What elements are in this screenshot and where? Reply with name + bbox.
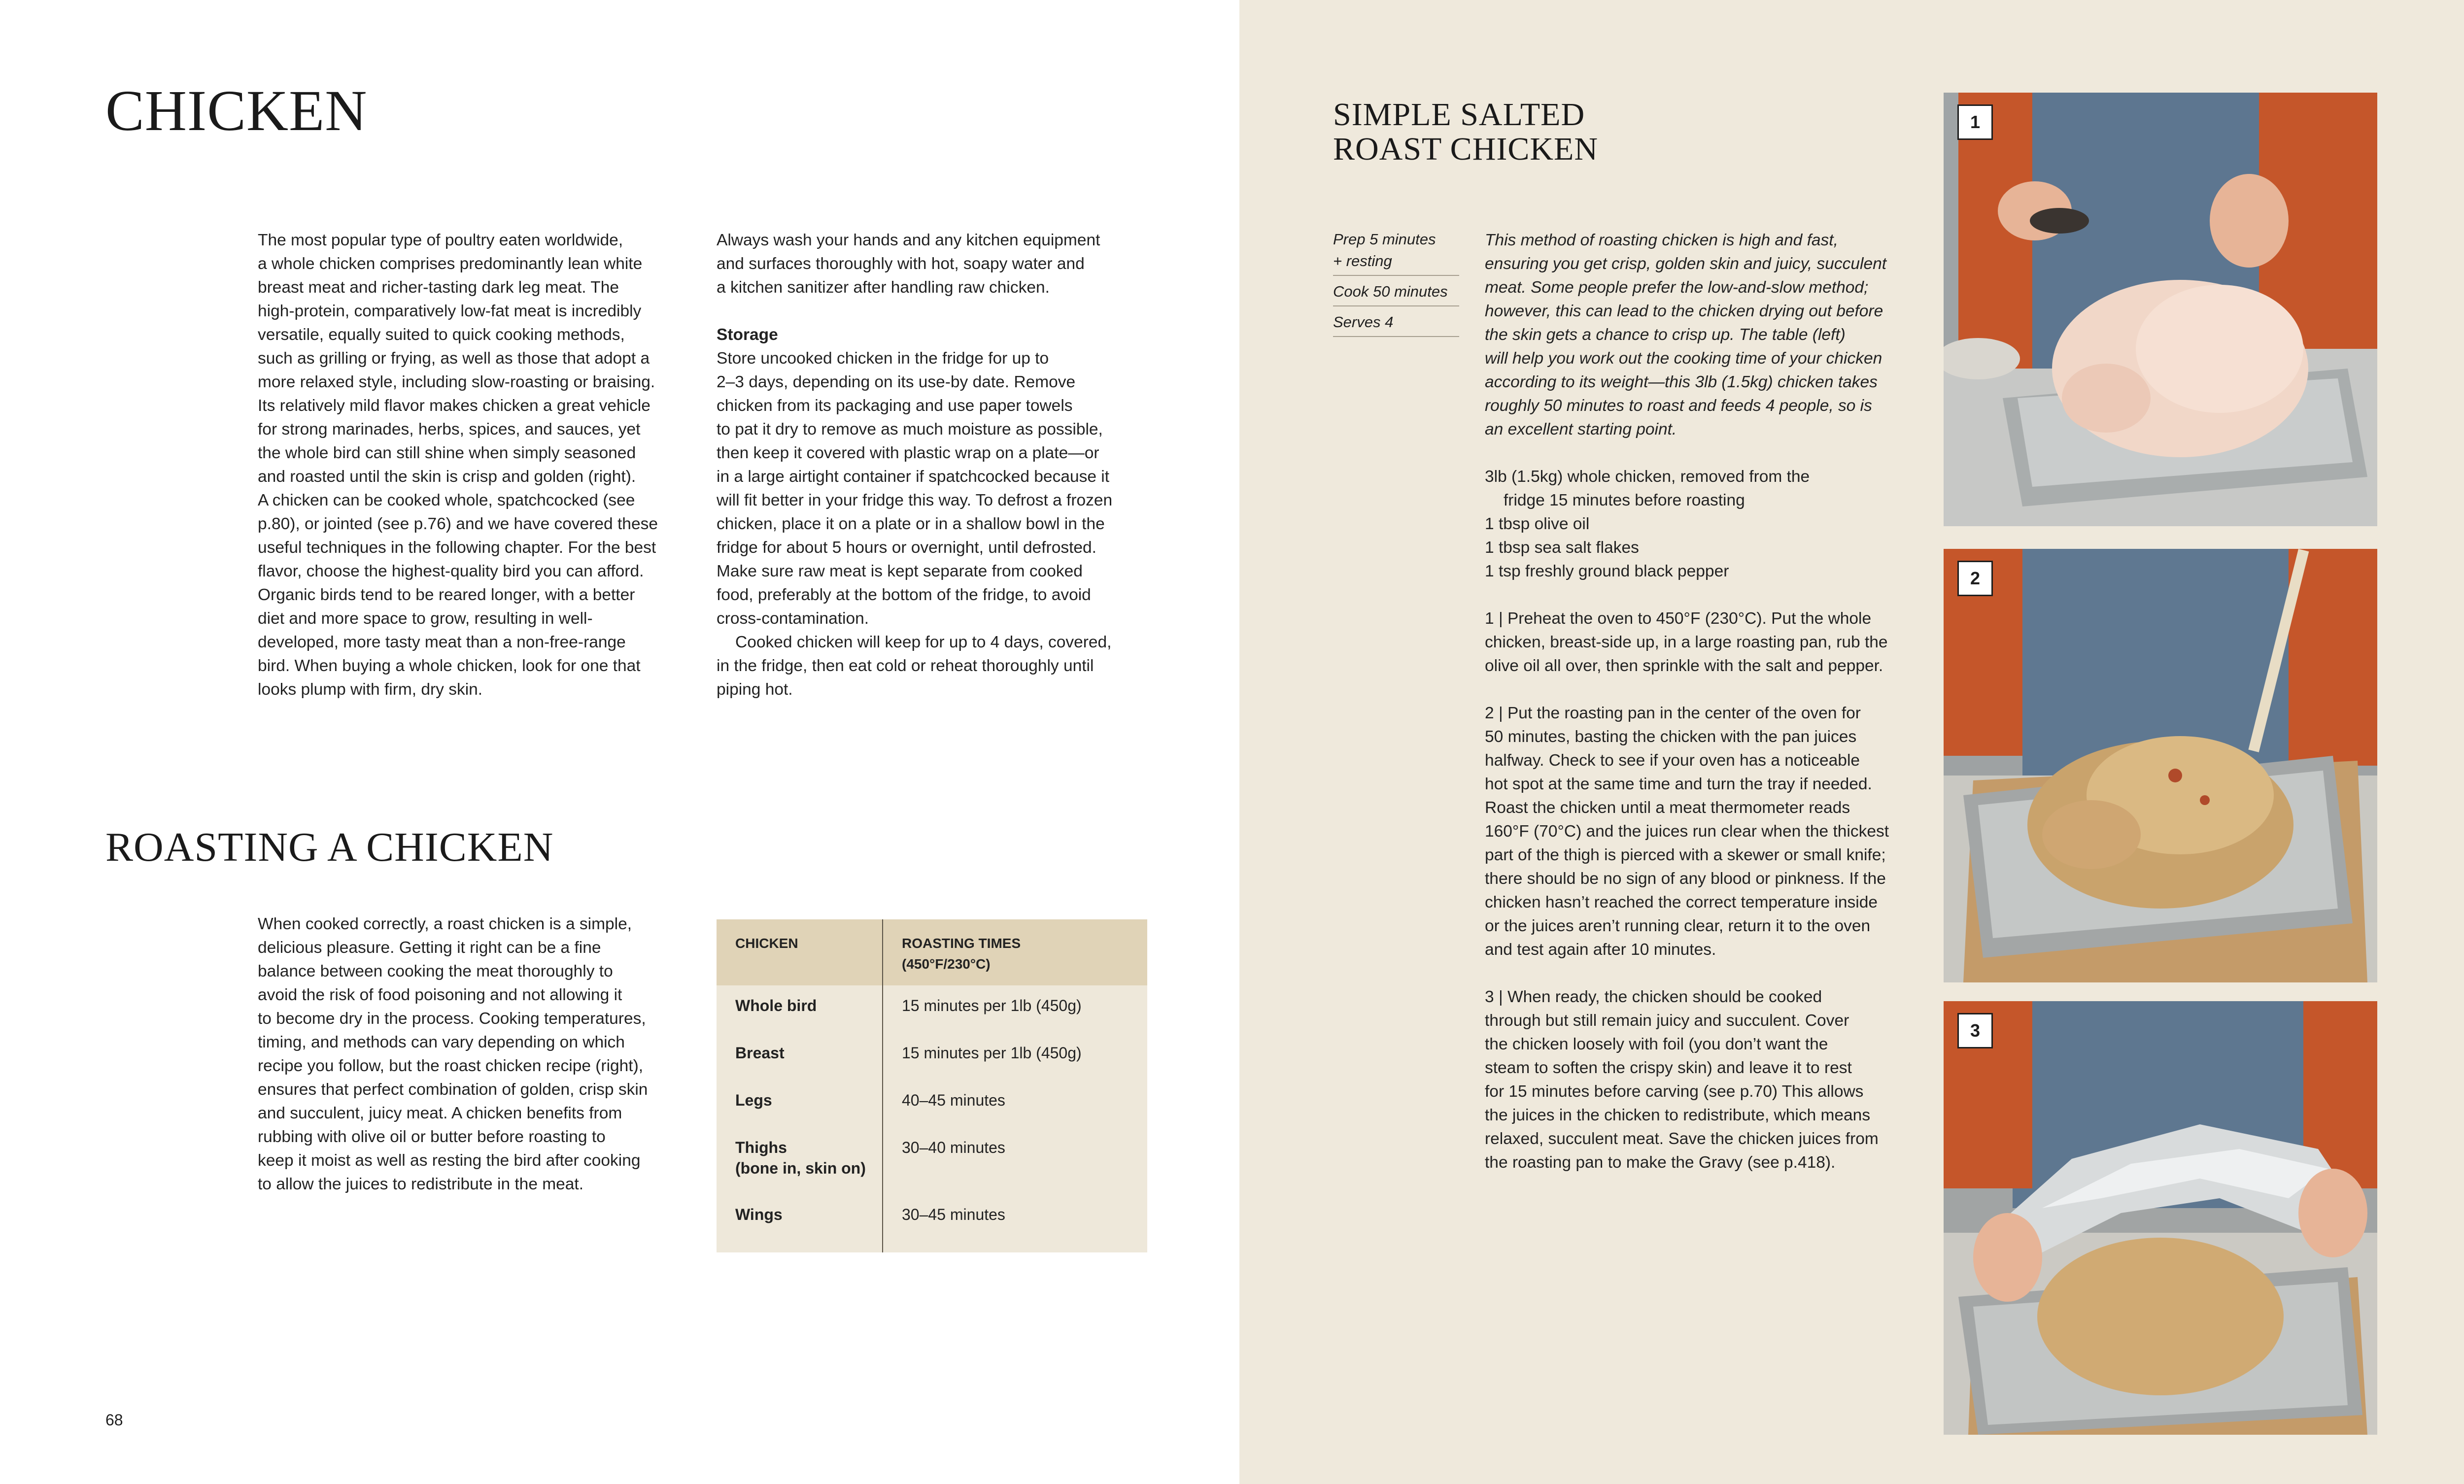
ingredient: 3lb (1.5kg) whole chicken, removed from the [1485,468,1810,486]
text-line: Cooked chicken will keep for up to 4 days, covered, [735,633,1112,651]
text-line: balance between cooking the meat thoroughly to [258,962,613,980]
header-roasting-times: ROASTING TIMES [902,936,1021,951]
text-line: an excellent starting point. [1485,420,1677,438]
text-line: keep it moist as well as resting the bird after cooking [258,1151,641,1170]
text-line: useful techniques in the following chapter. For the best [258,539,656,557]
row-cut: Legs [735,1091,772,1109]
text-line: bird. When buying a whole chicken, look for one that [258,657,641,675]
row-time: 40–45 minutes [902,1091,1005,1109]
text-line: will help you work out the cooking time of your chicken [1485,349,1882,368]
step-number-badge: 3 [1957,1013,1993,1048]
page-title: CHICKEN [105,78,368,143]
step-line: 50 minutes, basting the chicken with the pan juices [1485,728,1857,746]
step-line: or the juices aren’t running clear, return it to the oven [1485,917,1871,935]
step-line: through but still remain juicy and succulent. Cover [1485,1012,1849,1030]
text-line: delicious pleasure. Getting it right can be a fine [258,939,601,957]
text-line: such as grilling or frying, as well as those that adopt a [258,349,650,368]
text-line: piping hot. [717,680,793,699]
step-line: chicken, breast-side up, in a large roasting pan, rub the [1485,633,1888,651]
text-line: The most popular type of poultry eaten worldwide, [258,231,623,249]
text-line: recipe you follow, but the roast chicken recipe (right), [258,1057,644,1075]
text-line: meat. Some people prefer the low-and-slow method; [1485,278,1869,297]
step-line: 3 | When ready, the chicken should be cooked [1485,988,1822,1006]
text-line: to allow the juices to redistribute in the meat. [258,1175,584,1193]
intro-column [258,229,691,702]
step-photo-seasoning [1944,93,2377,526]
text-line: Its relatively mild flavor makes chicken a great vehicle [258,397,650,415]
text-line: fridge for about 5 hours or overnight, until defrosted. [717,539,1096,557]
text-line: in a large airtight container if spatchcocked because it [717,468,1110,486]
step-photo-roasting [1944,549,2377,982]
text-line: This method of roasting chicken is high and fast, [1485,231,1838,249]
step-number-badge: 2 [1957,561,1993,596]
step-photo-resting [1944,1001,2377,1435]
section-title: ROASTING A CHICKEN [105,824,554,870]
cook-line: Cook 50 minutes [1333,283,1448,300]
prep-time [1333,229,1459,276]
text-line: timing, and methods can vary depending on which [258,1033,625,1051]
prep-line: Prep 5 minutes [1333,231,1436,248]
text-line: the skin gets a chance to crisp up. The table (left) [1485,326,1846,344]
prep-line: + resting [1333,252,1392,270]
step-line: 160°F (70°C) and the juices run clear when the thickest [1485,822,1889,841]
cook-time [1333,281,1459,306]
text-line: to pat it dry to remove as much moisture as possible, [717,420,1103,438]
step-number-badge: 1 [1957,104,1993,140]
recipe-title-line: SIMPLE SALTED [1333,97,1585,133]
row-cut-note: (bone in, skin on) [735,1159,866,1177]
recipe-title [1333,98,1598,167]
text-line: When cooked correctly, a roast chicken is a simple, [258,915,632,933]
text-line: more relaxed style, including slow-roasting or braising. [258,373,655,391]
text-line: chicken from its packaging and use paper towels [717,397,1073,415]
row-time: 15 minutes per 1lb (450g) [902,1044,1082,1062]
text-line: and roasted until the skin is crisp and golden (right). [258,468,636,486]
text-line: and succulent, juicy meat. A chicken benefits from [258,1104,622,1122]
step-line: there should be no sign of any blood or pinkness. If the [1485,870,1886,888]
text-line: looks plump with firm, dry skin. [258,680,483,699]
text-line: a whole chicken comprises predominantly lean white [258,255,643,273]
text-line: A chicken can be cooked whole, spatchcocked (see [258,491,635,509]
storage-column [717,229,1150,702]
row-cut: Wings [735,1206,783,1223]
text-line: developed, more tasty meat than a non-free-range [258,633,626,651]
text-line: will fit better in your fridge this way. To defrost a frozen [717,491,1113,509]
ingredient: 1 tbsp sea salt flakes [1485,539,1639,557]
text-line: to become dry in the process. Cooking temperatures, [258,1010,646,1028]
header-chicken: CHICKEN [735,936,798,951]
text-line: p.80), or jointed (see p.76) and we have covered these [258,515,658,533]
header-temperature: (450°F/230°C) [902,956,991,972]
text-line: and surfaces thoroughly with hot, soapy water and [717,255,1085,273]
step-line: for 15 minutes before carving (see p.70) This allows [1485,1082,1864,1101]
text-line: according to its weight—this 3lb (1.5kg) chicken takes [1485,373,1878,391]
text-line: for strong marinades, herbs, spices, and sauces, yet [258,420,641,438]
step-line: olive oil all over, then sprinkle with the salt and pepper. [1485,657,1883,675]
step-line: hot spot at the same time and turn the tray if needed. [1485,775,1872,793]
text-line: Make sure raw meat is kept separate from cooked [717,562,1083,580]
page-number: 68 [105,1411,123,1429]
step-line: the roasting pan to make the Gravy (see p.418). [1485,1153,1836,1172]
text-line: high-protein, comparatively low-fat meat is incredibly [258,302,642,320]
text-line: roughly 50 minutes to roast and feeds 4 people, so is [1485,397,1872,415]
text-line: chicken, place it on a plate or in a shallow bowl in the [717,515,1105,533]
text-line: Store uncooked chicken in the fridge for up to [717,349,1049,368]
step-line: the chicken loosely with foil (you don’t want the [1485,1035,1828,1053]
serves-line: Serves 4 [1333,313,1394,331]
text-line: cross-contamination. [717,609,869,628]
roasting-column [258,912,691,1196]
servings [1333,311,1459,337]
photo-resting-illustration [1944,1001,2377,1435]
step-line: halfway. Check to see if your oven has a noticeable [1485,751,1860,770]
roasting-times-table [717,919,1147,1252]
row-cut: Breast [735,1044,785,1062]
recipe-title-line: ROAST CHICKEN [1333,131,1599,167]
text-line: however, this can lead to the chicken drying out before [1485,302,1883,320]
text-line: rubbing with olive oil or butter before roasting to [258,1128,606,1146]
column-divider [882,919,883,1252]
step-line: relaxed, succulent meat. Save the chicken juices from [1485,1130,1879,1148]
row-time: 30–45 minutes [902,1206,1005,1223]
text-line: diet and more space to grow, resulting in well- [258,609,593,628]
recipe-column [1485,229,1918,1175]
step-line: part of the thigh is pierced with a skewer or small knife; [1485,846,1886,864]
storage-heading: Storage [717,326,778,344]
text-line: the whole bird can still shine when simply seasoned [258,444,636,462]
text-line: breast meat and richer-tasting dark leg meat. The [258,278,619,297]
row-time: 30–40 minutes [902,1139,1005,1156]
step-line: 1 | Preheat the oven to 450°F (230°C). Put the whole [1485,609,1872,628]
text-line: 2–3 days, depending on its use-by date. Remove [717,373,1076,391]
row-cut: Whole bird [735,997,817,1014]
row-cut: Thighs [735,1139,787,1156]
text-line: then keep it covered with plastic wrap on a plate—or [717,444,1099,462]
text-line: a kitchen sanitizer after handling raw chicken. [717,278,1050,297]
ingredient: fridge 15 minutes before roasting [1504,491,1745,509]
text-line: in the fridge, then eat cold or reheat thoroughly until [717,657,1094,675]
text-line: versatile, equally suited to quick cooking methods, [258,326,625,344]
step-line: and test again after 10 minutes. [1485,941,1716,959]
text-line: ensures that perfect combination of golden, crisp skin [258,1080,648,1099]
photo-roasting-illustration [1944,549,2377,982]
ingredient: 1 tsp freshly ground black pepper [1485,562,1729,580]
text-line: flavor, choose the highest-quality bird you can afford. [258,562,644,580]
recipe-intro [1485,229,1918,441]
recipe-meta [1333,229,1459,342]
text-line: ensuring you get crisp, golden skin and juicy, succulent [1485,255,1887,273]
step-line: the juices in the chicken to redistribute, which means [1485,1106,1871,1124]
step-line: 2 | Put the roasting pan in the center of the oven for [1485,704,1861,722]
step-line: chicken hasn’t reached the correct temperature inside [1485,893,1878,911]
photo-seasoning-illustration [1944,93,2377,526]
text-line: avoid the risk of food poisoning and not allowing it [258,986,622,1004]
text-line: Always wash your hands and any kitchen equipment [717,231,1100,249]
row-time: 15 minutes per 1lb (450g) [902,997,1082,1014]
text-line: food, preferably at the bottom of the fridge, to avoid [717,586,1091,604]
step-line: steam to soften the crispy skin) and leave it to rest [1485,1059,1852,1077]
text-line: Organic birds tend to be reared longer, with a better [258,586,635,604]
step-line: Roast the chicken until a meat thermometer reads [1485,799,1850,817]
ingredient: 1 tbsp olive oil [1485,515,1590,533]
